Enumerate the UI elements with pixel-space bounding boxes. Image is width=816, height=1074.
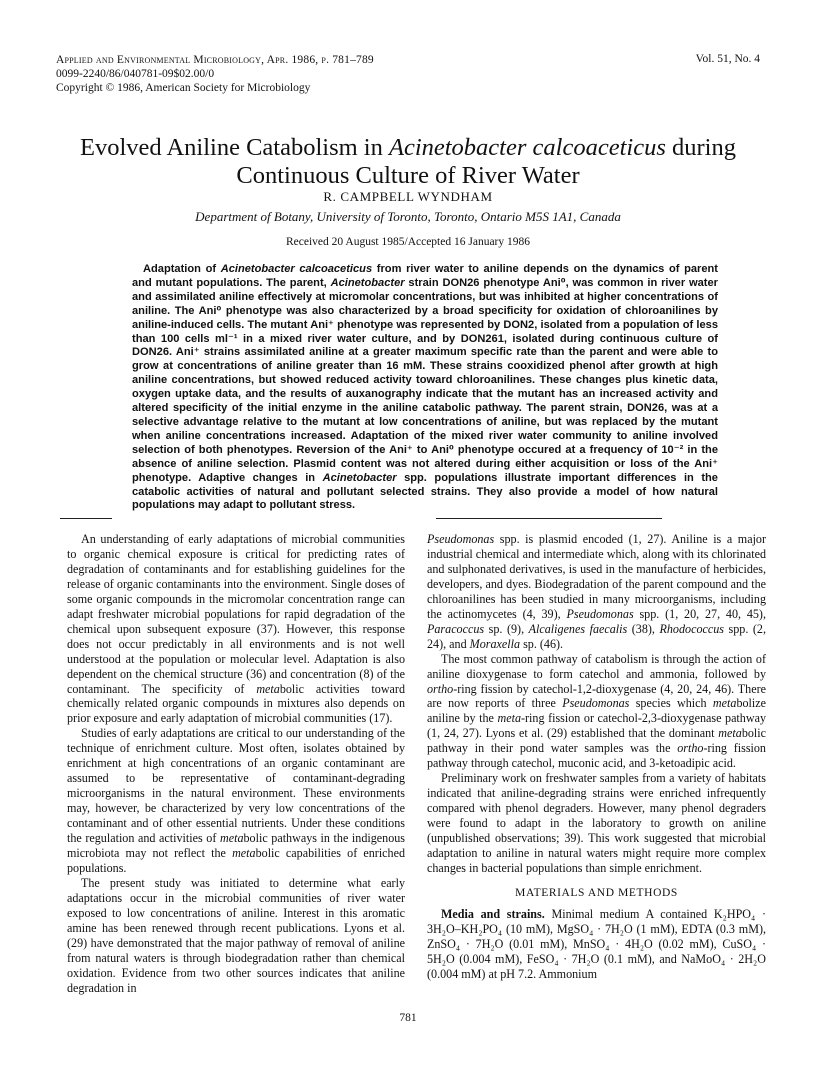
methods-paragraph [427,907,766,982]
article-code: 0099-2240/86/040781-09$02.00/0 [56,68,215,80]
methods-runin-heading: Media and strains. [441,906,545,921]
intro-paragraph-5: The most common pathway of catabolism is through the action of aniline dioxygenase to form catechol and ammonia, followed by ortho-ring fission by catechol-1,2-dioxygenase (4, 20, 24, 46). There are now reports of three Pseudomonas species which metabolize aniline by the meta-ring fission or catechol-2,3-dioxygenase pathway (1, 24, 27). Lyons et al. (29) established that the dominant metabolic pathway in their pond water samples was the ortho-ring fission pathway through catechol, muconic acid, and 3-ketoadipic acid. [427,651,766,771]
intro-paragraph-1: An understanding of early adaptations of microbial communities to organic chemical exposure is critical for predicting rates of degradation of contaminants and for establishing guidelines for the release of organic contaminants into the environment. Single doses of some organic compounds in the micromolar concentration range can adapt freshwater microbial populations for rapid degradation of the chemical upon subsequent exposure (37). However, this response does not occur predictably in all environments and is not well understood at the population or molecular level. Adaptation is also dependent on the chemical structure (36) and concentration (8) of the contaminant. The specificity of metabolic activities toward chemically related organic compounds in mixtures also depends on prior exposure and early adaptation of microbial communities (17). [67,532,405,726]
intro-paragraph-4: Pseudomonas spp. is plasmid encoded (1, 27). Aniline is a major industrial chemical and intermediate which, along with its chlorinated and sulphonated derivatives, is used in the manufacture of herbicides, developers, and dyes. Biodegradation of the parent compound and the chloroanilines has been studied in many microorganisms, including the actinomycetes (4, 39), Pseudomonas spp. (1, 20, 27, 40, 45), Paracoccus sp. (9), Alcaligenes faecalis (38), Rhodococcus spp. (2, 24), and Moraxella sp. (46). [427,532,766,651]
running-header [56,53,374,95]
methods-text: Minimal medium A contained K₂HPO₄ · 3H₂O–KH₂PO₄ (10 mM), MgSO₄ · 7H₂O (1 mM), EDTA (0.3 mM), ZnSO₄ · 7H₂O (0.01 mM), MnSO₄ · 4H₂O (0.02 mM), CuSO₄ · 5H₂O (0.004 mM), FeSO₄ · 7H₂O (0.1 mM), and NaMoO₄ · 2H₂O (0.004 mM) at pH 7.2. Ammonium [427,906,766,981]
divider-right [436,518,662,519]
title-line-2: Continuous Culture of River Water [236,162,580,189]
page-number: 781 [399,1012,417,1024]
title-line-1: Evolved Aniline Catabolism in Acinetobacter calcoaceticus during [80,134,736,161]
divider-left [60,518,112,519]
body-column-right [427,532,766,982]
copyright-notice: Copyright © 1986, American Society for Microbiology [56,82,311,94]
journal-citation: Applied and Environmental Microbiology, Apr. 1986, p. 781–789 [56,54,374,66]
body-column-left [67,532,405,996]
volume-issue: Vol. 51, No. 4 [695,53,760,65]
author-name: R. CAMPBELL WYNDHAM [323,189,493,204]
received-dates: Received 20 August 1985/Accepted 16 January 1986 [286,236,530,248]
intro-paragraph-3: The present study was initiated to determine what early adaptations occur in the microbial communities of river water exposed to low concentrations of aniline. Interest in this aromatic amine has been renewed through recent publications. Lyons et al. (29) have demonstrated that the major pathway of removal of aniline from natural waters is through biodegradation rather than chemical oxidation. Evidence from two other sources indicates that aniline degradation in [67,875,405,995]
author-affiliation: Department of Botany, University of Toronto, Toronto, Ontario M5S 1A1, Canada [195,209,621,224]
abstract-text: Adaptation of Acinetobacter calcoaceticus from river water to aniline depends on the dynamics of parent and mutant populations. The parent, Acinetobacter strain DON26 phenotype Ani⁰, was common in river water and assimilated aniline effectively at micromolar concentrations, but was inhibited at higher concentrations of aniline. The Ani⁰ phenotype was also characterized by a broad specificity for oxidation of chloroanilines by aniline-induced cells. The mutant Ani⁺ phenotype was represented by DON2, isolated from a population of less than 100 cells ml⁻¹ in a mixed river water culture, and by DON261, isolated during continuous culture of DON26. Ani⁺ strains assimilated aniline at a greater maximum specific rate than the parent and were able to grow at concentrations of aniline greater than 16 mM. These strains cooxidized phenol after growth at high aniline concentrations, but showed reduced activity toward chloroanilines. These changes plus kinetic data, oxygen uptake data, and the results of auxanography indicate that the mutant has an increased activity and altered specificity of the initial enzyme in the aniline catabolic pathway. The parent strain, DON26, was at a selective advantage relative to the mutant at low concentrations of aniline, but was replaced by the mutant when aniline concentrations increased. Adaptation of the mixed river water community to aniline involved selection of both phenotypes. Reversion of the Ani⁺ to Ani⁰ phenotype occured at a frequency of 10⁻² in the absence of aniline selection. Plasmid content was not altered during either acquisition or loss of the Ani⁺ phenotype. Adaptive changes in Acinetobacter spp. populations illustrate important differences in the catabolic activities of natural and pollutant selected strains. They also provide a model of how natural populations may adapt to pollutant stress. [132,263,718,512]
section-heading: MATERIALS AND METHODS [515,886,678,899]
abstract [132,263,718,513]
article-title [40,134,776,190]
intro-paragraph-6: Preliminary work on freshwater samples from a variety of habitats indicated that aniline-degrading strains were enriched infrequently compared with phenol degraders. However, many phenol degraders were found to adapt in the laboratory to growth on aniline (unpublished observations; 39). This work suggested that microbial adaptation to aniline in natural waters might require more complex changes in bacterial populations than simple enrichment. [427,771,766,875]
intro-paragraph-2: Studies of early adaptations are critical to our understanding of the technique of enrichment culture. Most often, isolates obtained by enrichment at high concentrations of an organic contaminant are assumed to be representative of contaminant-degrading microorganisms in the natural environment. These environments may, however, be characterized by very low concentrations of the contaminant and of other essential nutrients. Under these conditions the regulation and activities of metabolic pathways in the indigenous microbiota may not reflect the metabolic capabilities of enriched populations. [67,726,406,875]
